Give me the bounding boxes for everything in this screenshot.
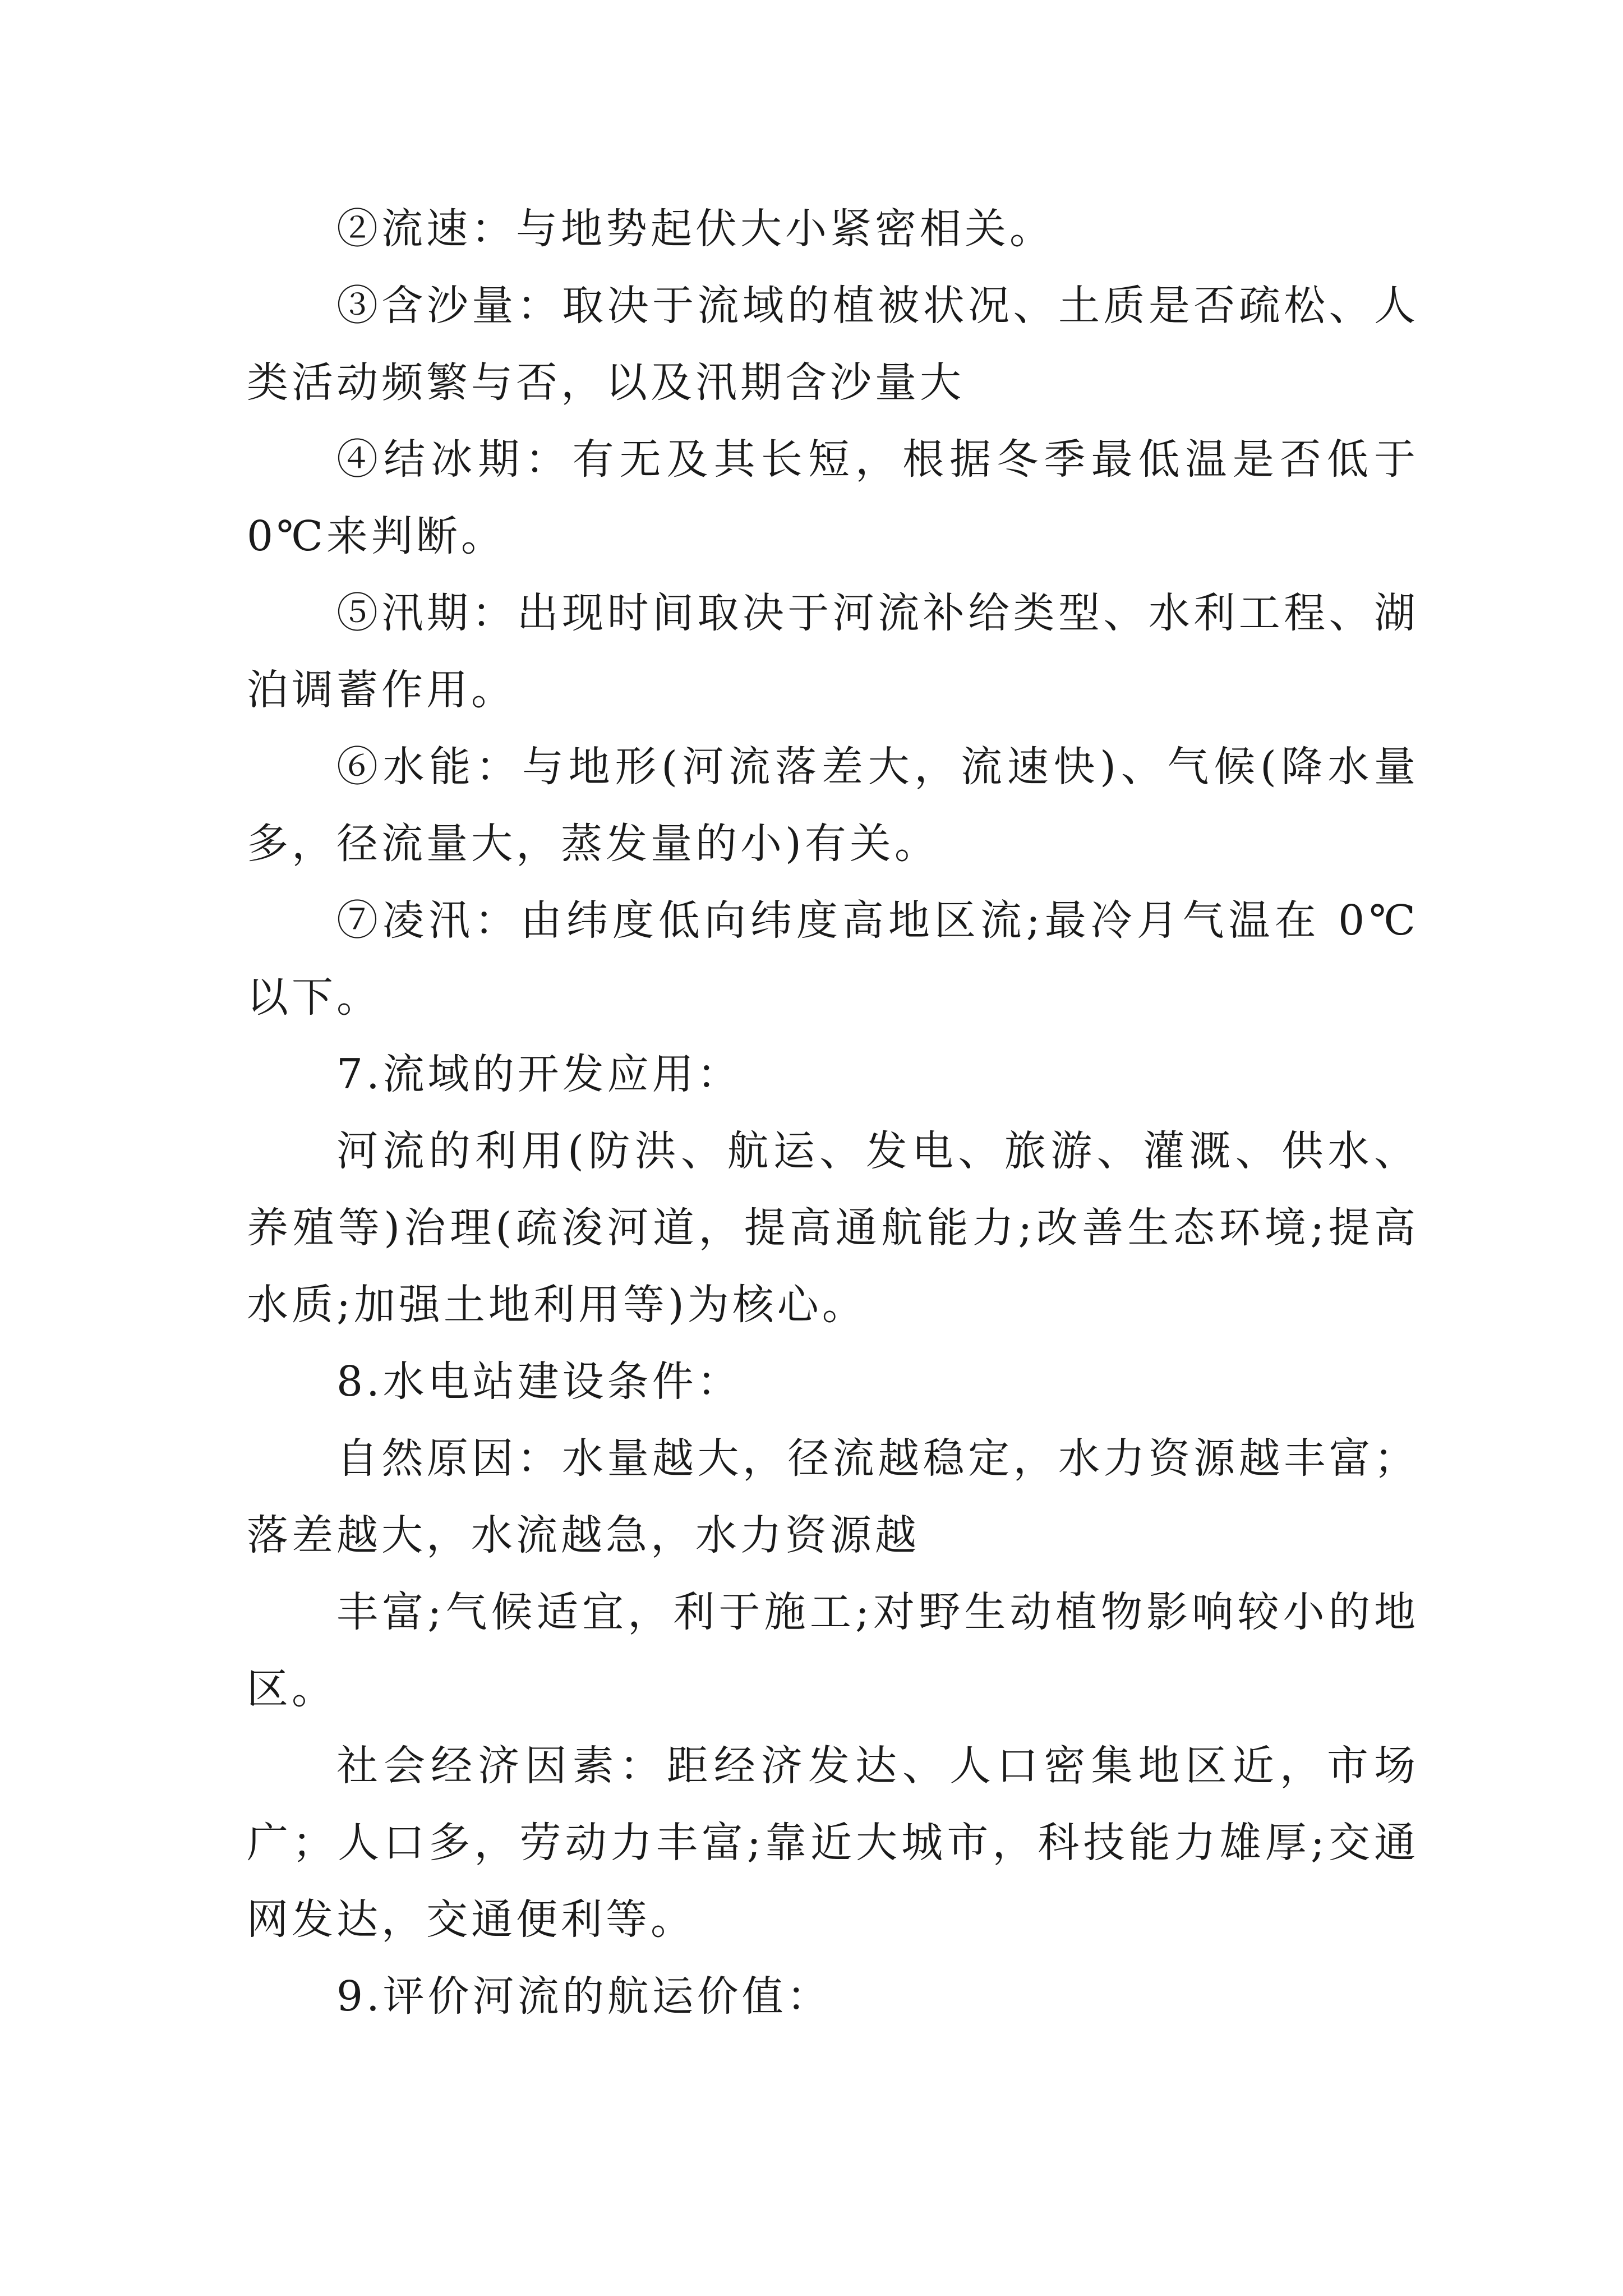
heading-navigation-value: 9.评价河流的航运价值： [336,1972,832,2021]
paragraph-socioeconomic-factors: 社会经济因素：距经济发达、人口密集地区近，市场广；人口多，劳动力丰富;靠近大城市，科技能力雄厚;交通网发达，交通便利等。 [247,1742,1419,1944]
paragraph-natural-factors-cont: 丰富;气候适宜，利于施工;对野生动植物影响较小的地区。 [247,1588,1419,1713]
paragraph-natural-factors: 自然原因：水量越大，径流越稳定，水力资源越丰富；落差越大，水流越急，水力资源越 [247,1434,1419,1559]
paragraph-sediment: ③含沙量：取决于流域的植被状况、土质是否疏松、人类活动频繁与否，以及汛期含沙量大 [247,282,1419,407]
paragraph-flood-season: ⑤汛期：出现时间取决于河流补给类型、水利工程、湖泊调蓄作用。 [247,589,1419,714]
heading-hydropower-conditions: 8.水电站建设条件： [336,1358,742,1406]
paragraph-river-utilization: 河流的利用(防洪、航运、发电、旅游、灌溉、供水、养殖等)治理(疏浚河道，提高通航能力;改善生态环境;提高水质;加强土地利用等)为核心。 [247,1127,1419,1329]
document-body [247,191,1419,2035]
paragraph-ice-flood: ⑦凌汛：由纬度低向纬度高地区流;最冷月气温在 0℃以下。 [247,896,1419,1022]
paragraph-hydropower: ⑥水能：与地形(河流落差大，流速快)、气候(降水量多，径流量大，蒸发量的小)有关。 [247,743,1419,868]
heading-basin-development: 7.流域的开发应用： [336,1050,742,1098]
paragraph-flow-speed: ②流速：与地势起伏大小紧密相关。 [336,205,1054,253]
paragraph-freezing-period: ④结冰期：有无及其长短，根据冬季最低温是否低于 0℃来判断。 [247,435,1419,560]
